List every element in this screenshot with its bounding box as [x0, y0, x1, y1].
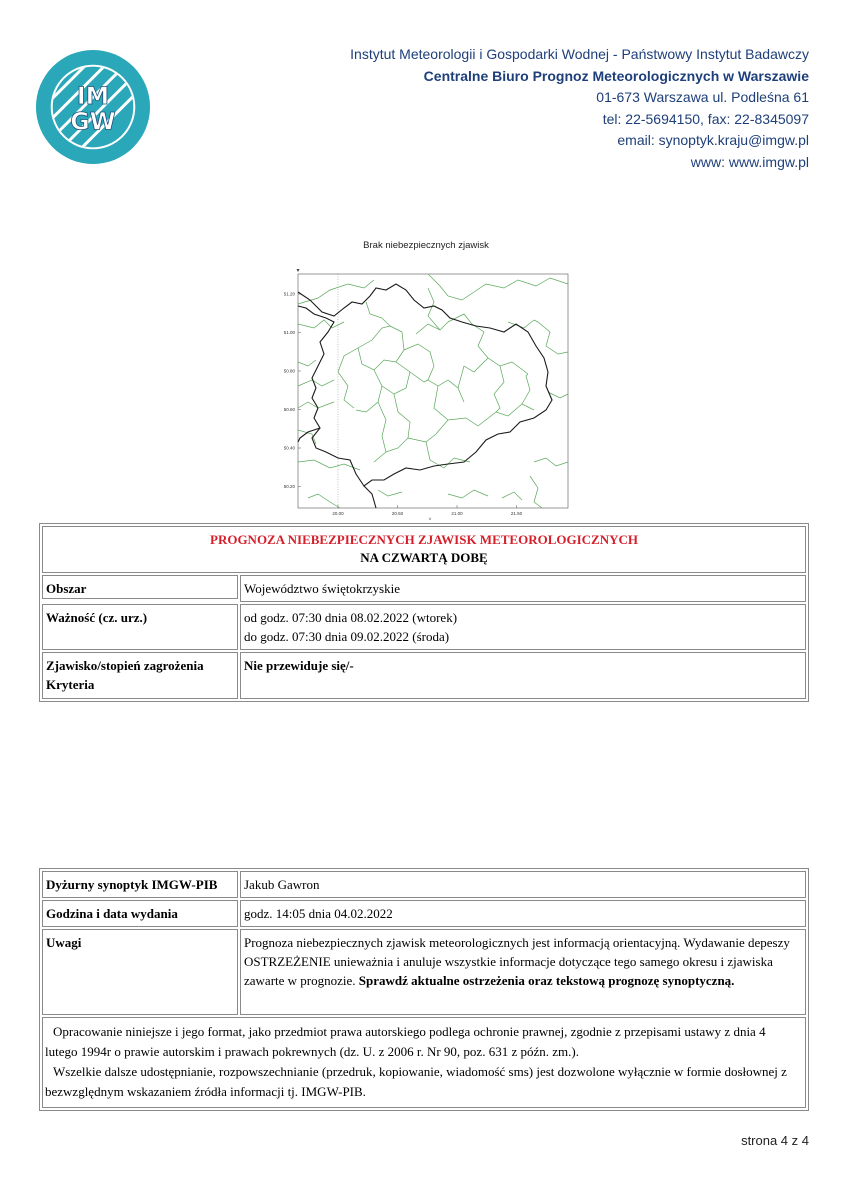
- forecast-title: [42, 526, 806, 573]
- map-x-tick-label: 21.50: [510, 511, 523, 516]
- area-value: Województwo świętokrzyskie: [240, 575, 806, 602]
- region-map-svg: [278, 262, 574, 524]
- copyright-paragraph-2: Wszelkie dalsze udostępnianie, rozpowszechnianie (przedruk, kopiowanie, wiadomość sms) jest dozwolone wyłącznie w formie dosłownej z bezwzględnym wskazaniem źródła informacji tj. IMGW-PIB.: [45, 1064, 787, 1099]
- map-x-tick-label: 20.50: [391, 511, 404, 516]
- area-label: Obszar: [42, 575, 238, 599]
- map-y-tick-label: 50.40: [283, 445, 295, 451]
- map-y-tick-label: 51.00: [283, 330, 295, 335]
- institute-header: [350, 44, 809, 173]
- phenomenon-label-1: Zjawisko/stopień zagrożenia: [46, 658, 204, 673]
- row-issued: [42, 900, 806, 927]
- forecaster-label: Dyżurny synoptyk IMGW-PIB: [42, 871, 238, 898]
- warning-map: [278, 240, 574, 525]
- row-forecaster: [42, 871, 806, 898]
- forecast-table: [39, 523, 809, 702]
- row-remarks: [42, 929, 806, 1015]
- validity-label: Ważność (cz. urz.): [42, 604, 238, 650]
- copyright-notes: [42, 1017, 806, 1108]
- forecaster-value: Jakub Gawron: [240, 871, 806, 898]
- map-y-tick-label: 50.20: [283, 484, 295, 489]
- map-y-tick-label: 50.60: [283, 407, 295, 412]
- imgw-logo: [34, 42, 346, 166]
- validity-from: od godz. 07:30 dnia 08.02.2022 (wtorek): [244, 610, 458, 625]
- map-x-tick-label: 20.00: [332, 511, 344, 516]
- issued-label: Godzina i data wydania: [42, 900, 238, 927]
- map-x-tick-label: 21.00: [451, 511, 463, 516]
- remarks-bold: Sprawdź aktualne ostrzeżenia oraz tekstową prognozę synoptyczną.: [358, 973, 735, 988]
- map-bottom-mark: ×: [428, 517, 432, 523]
- logo-ring-text: INSTYTUT METEOROLOGII I GOSPODARKI WODNEJ · PAŃSTWOWY INSTYTUT BADAWCZY: [34, 42, 346, 50]
- institute-phone: tel: 22-5694150, fax: 22-8345097: [602, 110, 809, 127]
- row-phenomenon: [42, 652, 806, 699]
- bureau-name: Centralne Biuro Prognoz Meteorologicznych w Warszawie: [423, 67, 809, 84]
- page-number: strona 4 z 4: [741, 1133, 809, 1148]
- institute-email: email: synoptyk.kraju@imgw.pl: [617, 132, 809, 148]
- remarks-text: Prognoza niebezpiecznych zjawisk meteorologicznych jest informacją orientacyjną. Wydawanie depeszy OSTRZEŻENIE unieważnia i anuluje wszystkie informacje dotyczące tego samego okresu i zjawiska zawarte w prognozie.: [244, 935, 790, 988]
- forecast-title-line1: PROGNOZA NIEBEZPIECZNYCH ZJAWISK METEOROLOGICZNYCH: [210, 532, 638, 547]
- row-area: [42, 575, 806, 602]
- logo-text-top: IM: [76, 82, 110, 111]
- info-table: [39, 868, 809, 1111]
- validity-value: [240, 604, 806, 650]
- map-y-tick-label: 51.20: [283, 291, 295, 297]
- validity-to: do godz. 07:30 dnia 09.02.2022 (środa): [244, 629, 450, 644]
- map-title: Brak niebezpiecznych zjawisk: [363, 240, 489, 251]
- issued-value: godz. 14:05 dnia 04.02.2022: [240, 900, 806, 927]
- map-north-mark: ▾: [296, 268, 300, 274]
- institute-name: Instytut Meteorologii i Gospodarki Wodnej - Państwowy Instytut Badawczy: [350, 46, 809, 62]
- phenomenon-label-2: Kryteria: [46, 677, 95, 692]
- phenomenon-label: [42, 652, 238, 699]
- institute-address: 01-673 Warszawa ul. Podleśna 61: [596, 89, 809, 105]
- map-y-tick-label: 50.80: [283, 368, 295, 374]
- remarks-label: Uwagi: [42, 929, 238, 1015]
- row-validity: [42, 604, 806, 650]
- institute-www: www: www.imgw.pl: [690, 153, 809, 170]
- forecast-title-line2: NA CZWARTĄ DOBĘ: [360, 550, 488, 565]
- copyright-paragraph-1: Opracowanie niniejsze i jego format, jako przedmiot prawa autorskiego podlega ochronie prawnej, zgodnie z przepisami ustawy z dnia 4 lutego 1994r o prawie autorskim i prawach pokrewnych (dz. U. z 2006 r. Nr 90, poz. 631 z późn. zm.).: [45, 1024, 766, 1059]
- logo-text-bottom: GW: [70, 107, 116, 136]
- map-frame: [298, 274, 568, 508]
- phenomenon-value: Nie przewiduje się/-: [240, 652, 806, 699]
- remarks-value: [240, 929, 806, 1015]
